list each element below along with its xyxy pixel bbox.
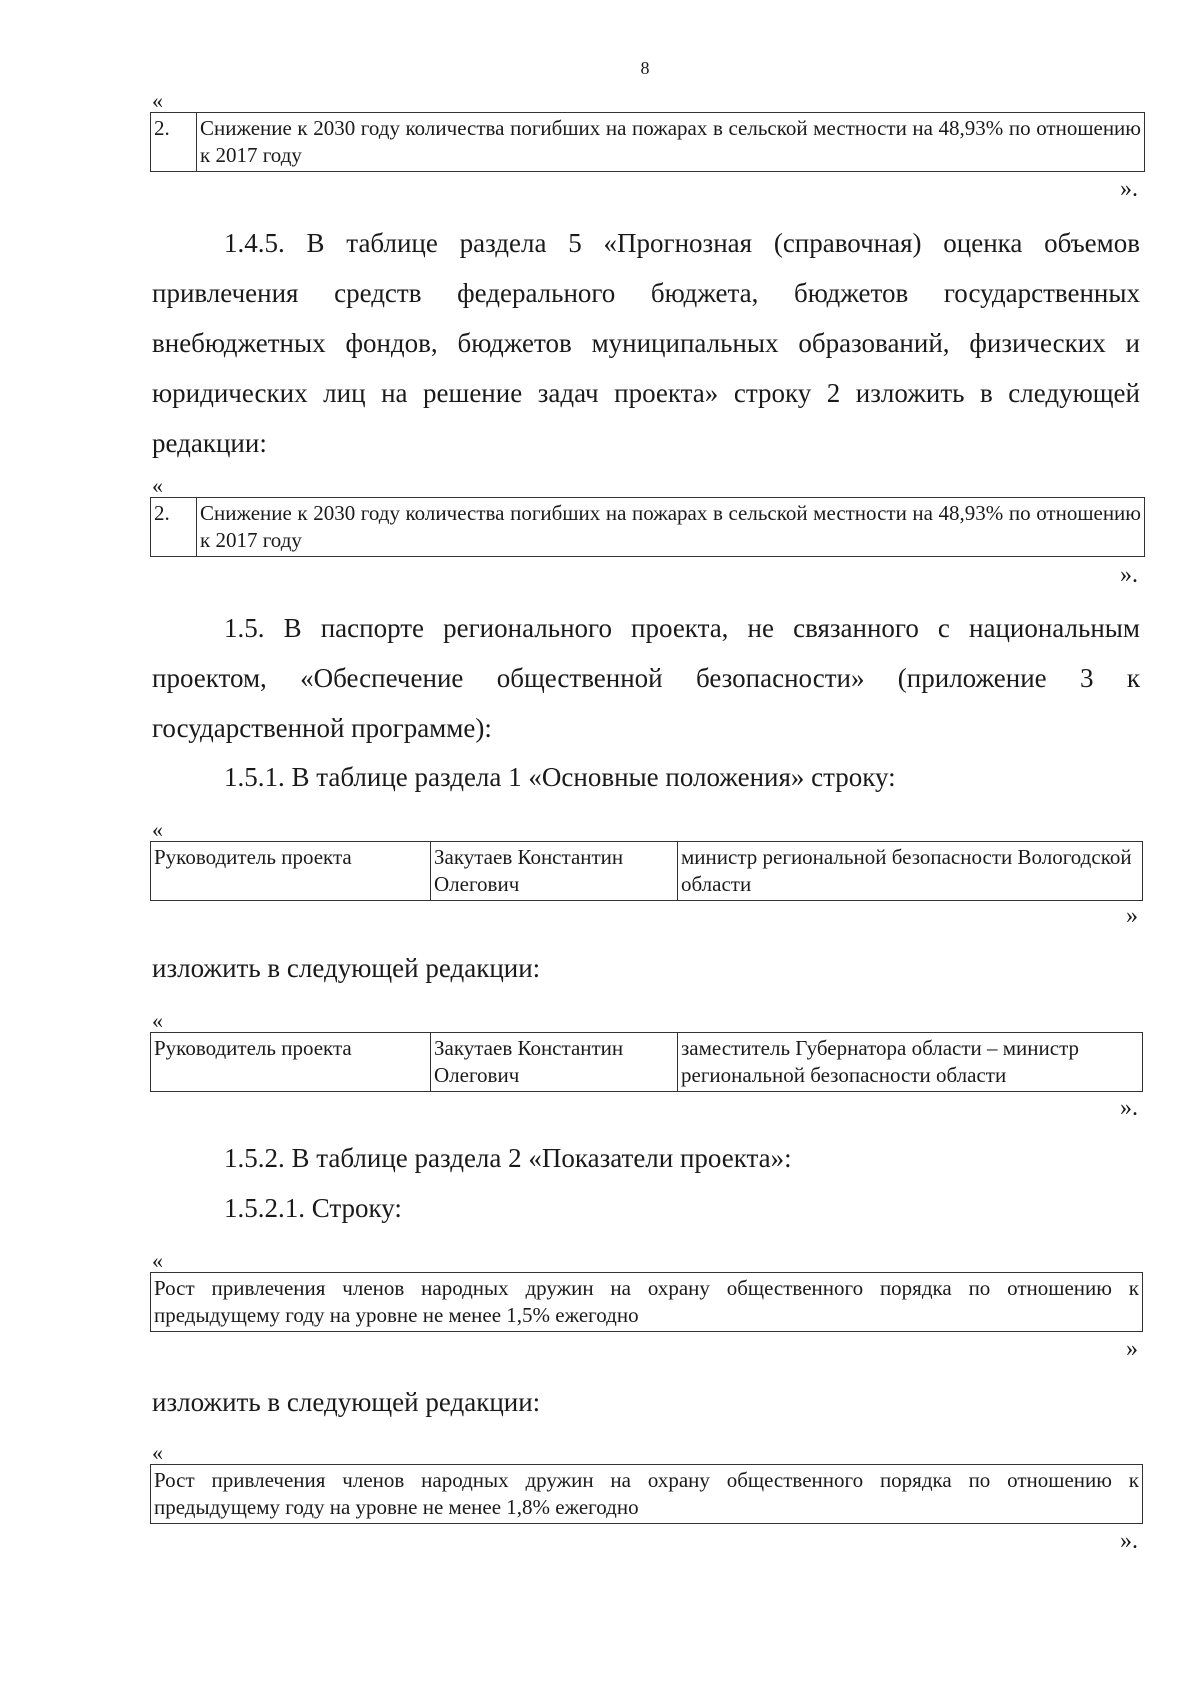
row-number: 2.: [151, 113, 197, 172]
role-cell: Руководитель проекта: [151, 842, 431, 901]
table-row: [151, 1273, 1143, 1332]
open-quote: «: [152, 473, 163, 498]
indicator-table-old: [150, 1272, 1143, 1332]
table-row: [151, 113, 1145, 172]
name-cell: Закутаев Константин Олегович: [431, 842, 678, 901]
close-quote: »: [1126, 903, 1138, 929]
page-number: 8: [640, 58, 650, 78]
position-cell: министр региональной безопасности Вологодской области: [678, 842, 1143, 901]
replace-instruction: изложить в следующей редакции:: [152, 1387, 541, 1417]
paragraph-1-4-5: 1.4.5. В таблице раздела 5 «Прогнозная (справочная) оценка объемов привлечения средств федерального бюджета, бюджетов государственных внебюджетных фондов, бюджетов муниципальных образований, физических и юридических лиц на решение задач проекта» строку 2 изложить в следующей редакции:: [152, 228, 1140, 458]
open-quote: «: [152, 817, 163, 842]
leader-table-new: [150, 1032, 1143, 1092]
open-quote: «: [152, 88, 163, 113]
indicator-text: Снижение к 2030 году количества погибших на пожарах в сельской местности на 48,93% по отношению к 2017 году: [197, 498, 1145, 557]
paragraph-1-5-1: 1.5.1. В таблице раздела 1 «Основные положения» строку:: [224, 762, 896, 792]
name-cell: Закутаев Константин Олегович: [431, 1033, 678, 1092]
close-quote: ».: [1120, 562, 1138, 588]
indicator-text: Снижение к 2030 году количества погибших на пожарах в сельской местности на 48,93% по отношению к 2017 году: [197, 113, 1145, 172]
table-row: [151, 1033, 1143, 1092]
row-number: 2.: [151, 498, 197, 557]
indicator-table-new: [150, 1464, 1143, 1524]
indicator-table-1: [150, 112, 1145, 172]
table-row: [151, 498, 1145, 557]
open-quote: «: [152, 1440, 163, 1465]
role-cell: Руководитель проекта: [151, 1033, 431, 1092]
close-quote: ».: [1120, 1528, 1138, 1554]
open-quote: «: [152, 1248, 163, 1273]
indicator-text: Рост привлечения членов народных дружин на охрану общественного порядка по отношению к предыдущему году на уровне не менее 1,8% ежегодно: [151, 1465, 1143, 1524]
paragraph-1-5-2-1: 1.5.2.1. Строку:: [224, 1193, 402, 1223]
position-cell: заместитель Губернатора области – министр региональной безопасности области: [678, 1033, 1143, 1092]
table-row: [151, 1465, 1143, 1524]
indicator-table-2: [150, 497, 1145, 557]
leader-table-old: [150, 841, 1143, 901]
close-quote: ».: [1120, 1095, 1138, 1121]
open-quote: «: [152, 1008, 163, 1033]
close-quote: ».: [1120, 176, 1138, 202]
paragraph-1-5-2: 1.5.2. В таблице раздела 2 «Показатели проекта»:: [224, 1143, 792, 1173]
close-quote: »: [1126, 1336, 1138, 1362]
paragraph-1-5: 1.5. В паспорте регионального проекта, не связанного с национальным проектом, «Обеспечение общественной безопасности» (приложение 3 к государственной программе):: [152, 613, 1140, 743]
indicator-text: Рост привлечения членов народных дружин на охрану общественного порядка по отношению к предыдущему году на уровне не менее 1,5% ежегодно: [151, 1273, 1143, 1332]
replace-instruction: изложить в следующей редакции:: [152, 953, 541, 983]
table-row: [151, 842, 1143, 901]
